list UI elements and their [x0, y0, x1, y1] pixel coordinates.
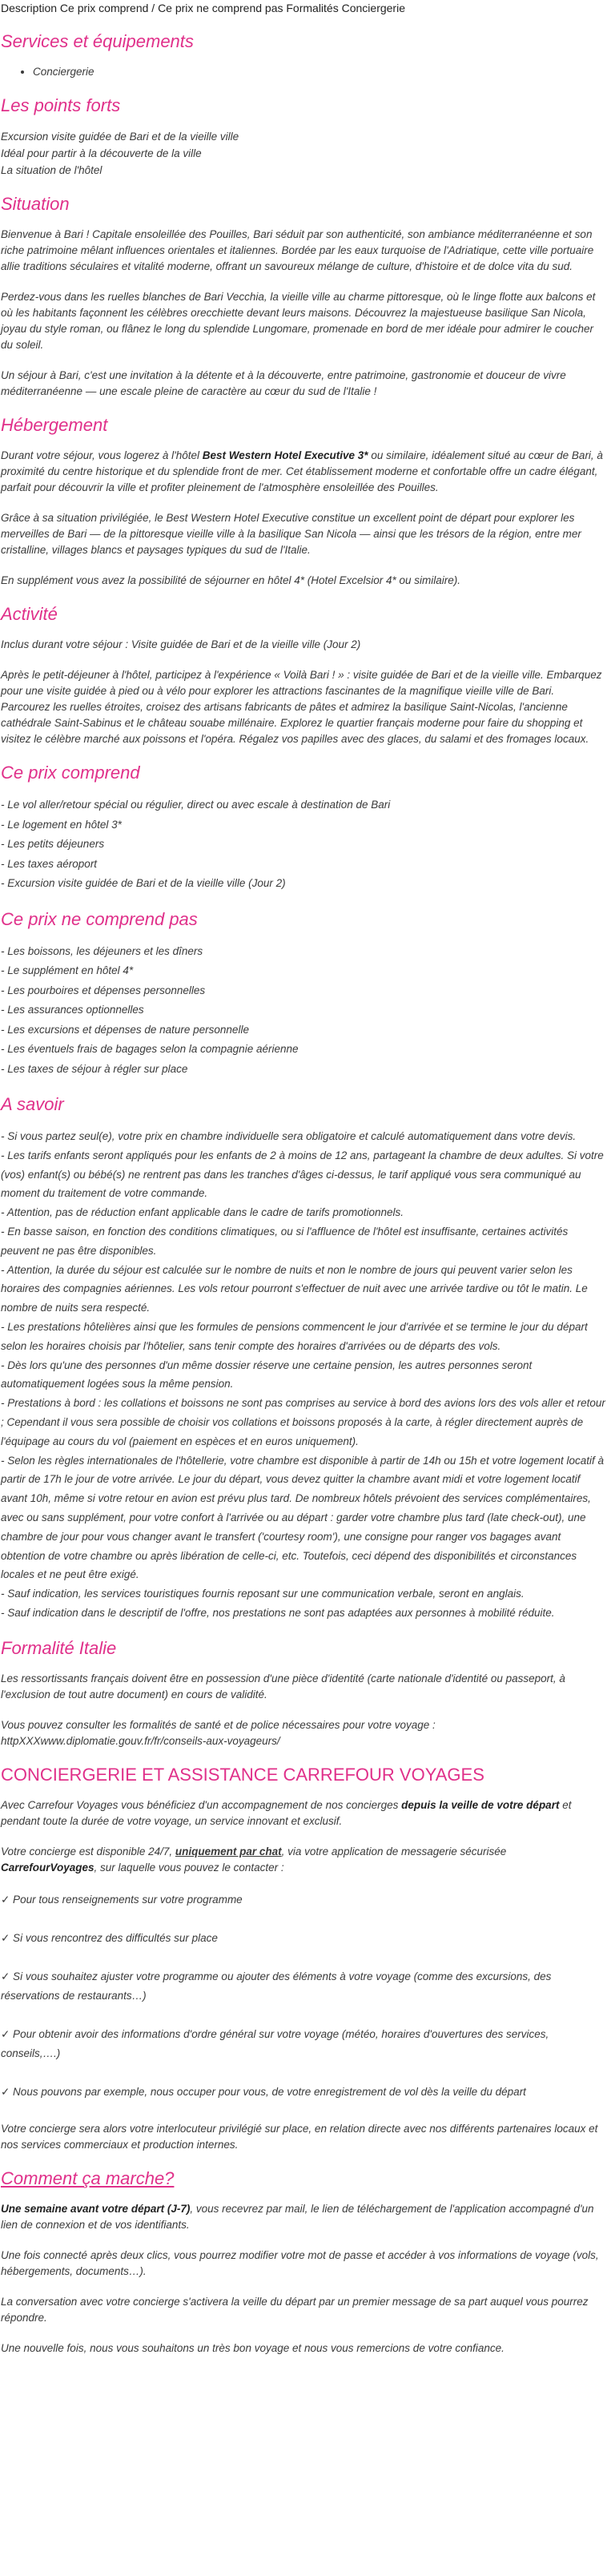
paragraph: Inclus durant votre séjour : Visite guidée de Bari et de la vieille ville (Jour 2)	[1, 638, 361, 650]
list-item: Excursion visite guidée de Bari et de la vieille ville	[1, 131, 239, 143]
paragraph: Votre concierge est disponible 24/7, uniquement par chat, via votre application de messagerie sécurisée CarrefourVoyages, sur laquelle vous pouvez le contacter :	[1, 1845, 507, 1874]
tabs-line: Description Ce prix comprend / Ce prix ne comprend pas Formalités Conciergerie	[1, 2, 405, 14]
section-title-ne-comprend: Ce prix ne comprend pas	[1, 908, 198, 929]
paragraph: Les ressortissants français doivent être en possession d'une pièce d'identité (carte nationale d'identité ou passeport, à l'exclusion de tout autre document) en cours de validité.	[1, 1672, 565, 1701]
list-item: - En basse saison, en fonction des conditions climatiques, ou si l'affluence de l'hôtel est insuffisante, certaines activités peuvent ne pas être disponibles.	[1, 1225, 569, 1257]
list-item: - Les petits déjeuners	[1, 838, 105, 850]
points-forts-list	[1, 128, 605, 179]
list-item: - Selon les règles internationales de l'hôtellerie, votre chambre est disponible à partir de 14h ou 15h et votre logement locatif à partir de 17h le jour de votre arrivée. Le jour du départ, vous devez quitter la chambre avant midi et votre logement locatif avant 10h, même si votre retour en avion est prévu plus tard. De nombreux hôtels prévoient des services complémentaires, avec ou sans supplément, pour votre confort à l'arrivée ou au départ : garder votre chambre plus tard (late check-out), une chambre de jour pour vous changer avant le transfert ('courtesy room'), une consigne pour ranger vos bagages avant obtention de votre chambre ou après libération de celle-ci, etc. Toutefois, ceci dépend des disponibilités et circonstances locales et ne peut être exigé.	[1, 1454, 605, 1581]
section-title-hebergement: Hébergement	[1, 415, 108, 435]
paragraph: Bienvenue à Bari ! Capitale ensoleillée des Pouilles, Bari séduit par son authenticité, son ambiance méditerranéenne et son riche patrimoine mêlant influences orientales et italiennes. Bordée par les eaux turquoise de l'Adriatique, cette ville portuaire allie traditions séculaires et vitalité moderne, offrant un savoureux mélange de culture, d'histoire et de dolce vita du sud.	[1, 228, 594, 272]
paragraph: Vous pouvez consulter les formalités de santé et de police nécessaires pour votre voyage : httpXXXwww.diplomatie.gouv.fr/fr/conseils-aux-voyageurs/	[1, 1718, 436, 1747]
chat-link[interactable]: uniquement par chat	[175, 1845, 282, 1858]
list-item: - Le vol aller/retour spécial ou régulier, direct ou avec escale à destination de Bari	[1, 799, 391, 811]
list-item: - Les taxes aéroport	[1, 857, 98, 870]
list-item: - Les assurances optionnelles	[1, 1004, 144, 1016]
check-item: ✓ Nous pouvons par exemple, nous occuper pour vous, de votre enregistrement de vol dès la veille du départ	[1, 2085, 526, 2098]
list-item: - Le logement en hôtel 3*	[1, 818, 122, 831]
paragraph: Un séjour à Bari, c'est une invitation à la détente et à la découverte, entre patrimoine, gastronomie et douceur de vivre méditerranéenne — une escale pleine de caractère au cœur du sud de l'Italie !	[1, 369, 566, 397]
section-title-comprend: Ce prix comprend	[1, 763, 140, 783]
list-item: - Les taxes de séjour à régler sur place	[1, 1062, 188, 1075]
list-item: - Les pourboires et dépenses personnelles	[1, 984, 206, 996]
check-item: ✓ Si vous souhaitez ajuster votre programme ou ajouter des éléments à votre voyage (comme des excursions, des réservations de restaurants…)	[1, 1970, 552, 2002]
paragraph: Après le petit-déjeuner à l'hôtel, participez à l'expérience « Voilà Bari ! » : visite guidée de Bari et de la vieille ville. Embarquez pour une visite guidée à pied ou à vélo pour explorer les attractions fascinantes de la magnifique vieille ville de Bari. Parcourez les ruelles étroites, croisez des artisans fabricants de pâtes et admirez la basilique Saint-Nicolas, l'ancienne cathédrale Saint-Sabinus et le château souabe millénaire. Explorez le quartier français moderne pour faire du shopping et visitez le célèbre marché aux poissons et l'opéra. Régalez vos papilles avec des glaces, du salami et des fromages locaux.	[1, 669, 602, 745]
section-title-situation: Situation	[1, 194, 70, 214]
hotel-name: Best Western Hotel Executive 3*	[202, 449, 368, 461]
section-title-formalite: Formalité Italie	[1, 1637, 117, 1658]
paragraph: En supplément vous avez la possibilité de séjourner en hôtel 4* (Hotel Excelsior 4* ou similaire).	[1, 574, 461, 586]
paragraph: Une nouvelle fois, nous vous souhaitons un très bon voyage et nous vous remercions de votre confiance.	[1, 2341, 504, 2354]
section-title-comment: Comment ça marche?	[1, 2167, 175, 2188]
a-savoir-list	[1, 1127, 605, 1623]
list-item: - Sauf indication, les services touristiques fournis reposant sur une communication verbale, seront en anglais.	[1, 1588, 525, 1600]
check-item: ✓ Pour obtenir avoir des informations d'ordre général sur votre voyage (météo, horaires d'ouvertures des services, conseils,….)	[1, 2027, 549, 2059]
list-item: - Les éventuels frais de bagages selon la compagnie aérienne	[1, 1043, 299, 1055]
section-title-activite: Activité	[1, 604, 58, 624]
paragraph: Durant votre séjour, vous logerez à l'hôtel Best Western Hotel Executive 3* ou similaire, idéalement situé au cœur de Bari, à proximité du centre historique et du splendide front de mer. Cet établissement moderne et confortable offre un cadre élégant, parfait pour découvrir la ville et profiter pleinement de l'atmosphère ensoleillée des Pouilles.	[1, 449, 603, 493]
list-item: - Excursion visite guidée de Bari et de la vieille ville (Jour 2)	[1, 877, 286, 889]
list-item: - Attention, la durée du séjour est calculée sur le nombre de nuits et non le nombre de jours qui peuvent varier selon les horaires des compagnies aériennes. Les vols retour pourront s'effectuer de nuit avec une arrivée tardive ou tôt le matin. Le nombre de nuits sera respecté.	[1, 1263, 588, 1314]
check-item: ✓ Si vous rencontrez des difficultés sur place	[1, 1931, 218, 1944]
paragraph: Votre concierge sera alors votre interlocuteur privilégié sur place, en relation directe avec nos différents partenaires locaux et nos services commerciaux et production internes.	[1, 2122, 598, 2151]
list-item: - Attention, pas de réduction enfant applicable dans le cadre de tarifs promotionnels.	[1, 1206, 404, 1219]
list-item: - Les excursions et dépenses de nature personnelle	[1, 1023, 249, 1036]
list-item: Idéal pour partir à la découverte de la ville	[1, 147, 202, 159]
list-item: - Dès lors qu'une des personnes d'un même dossier réserve une certaine pension, les autres personnes seront automatiquement logées sous la même pension.	[1, 1358, 533, 1391]
list-item: - Les tarifs enfants seront appliqués pour les enfants de 2 à moins de 12 ans, partageant la chambre de deux adultes. Si votre (vos) enfant(s) ou bébé(s) ne rentrent pas dans les tranches d'âges ci-dessus, le tarif appliqué vous sera communiqué au moment du traitement de votre commande.	[1, 1149, 604, 1200]
list-item: • Conciergerie	[33, 64, 605, 80]
list-item: - Les boissons, les déjeuners et les dîners	[1, 944, 203, 957]
paragraph: Une semaine avant votre départ (J-7), vous recevrez par mail, le lien de téléchargement de l'application accompagné d'un lien de connexion et de vos identifiants.	[1, 2202, 594, 2231]
list-item: La situation de l'hôtel	[1, 164, 103, 176]
list-item: - Le supplément en hôtel 4*	[1, 964, 134, 976]
list-item: - Les prestations hôtelières ainsi que les formules de pensions commencent le jour d'arrivée et se termine le jour du départ selon les horaires choisis par l'hôtelier, sans tenir compte des horaires d'arrivées ou de départs des vols.	[1, 1320, 588, 1352]
paragraph: Une fois connecté après deux clics, vous pourrez modifier votre mot de passe et accéder à vos informations de voyage (vols, hébergements, documents…).	[1, 2248, 599, 2277]
check-item: ✓ Pour tous renseignements sur votre programme	[1, 1893, 243, 1906]
section-title-conciergerie: CONCIERGERIE ET ASSISTANCE CARREFOUR VOYAGES	[1, 1764, 484, 1785]
paragraph: Grâce à sa situation privilégiée, le Best Western Hotel Executive constitue un excellent point de départ pour explorer les merveilles de Bari — de la pittoresque vieille ville à la basilique San Nicola — ainsi que les trésors de la région, entre mer cristalline, villages blancs et paysages typiques du sud de l'Italie.	[1, 512, 581, 556]
paragraph: La conversation avec votre concierge s'activera la veille du départ par un premier message de sa part auquel vous pourrez répondre.	[1, 2295, 589, 2324]
paragraph: Avec Carrefour Voyages vous bénéficiez d'un accompagnement de nos concierges depuis la veille de votre départ et pendant toute la durée de votre voyage, un service innovant et exclusif.	[1, 1798, 572, 1827]
section-title-a-savoir: A savoir	[1, 1094, 64, 1114]
section-title-points-forts: Les points forts	[1, 95, 121, 115]
services-list	[1, 64, 605, 80]
list-item: - Prestations à bord : les collations et boissons ne sont pas comprises au service à bord des avions lors des vols aller et retour ; Cependant il vous sera possible de choisir vos collations et boissons proposés à la carte, à régler directement auprès de l'équipage au cours du vol (paiement en espèces et en euros uniquement).	[1, 1397, 605, 1447]
list-item: - Si vous partez seul(e), votre prix en chambre individuelle sera obligatoire et calculé automatiquement dans votre devis.	[1, 1130, 577, 1142]
list-item: - Sauf indication dans le descriptif de l'offre, nos prestations ne sont pas adaptées aux personnes à mobilité réduite.	[1, 1606, 555, 1619]
comprend-list	[1, 795, 605, 894]
section-title-services: Services et équipements	[1, 31, 194, 51]
ne-comprend-list	[1, 942, 605, 1080]
paragraph: Perdez-vous dans les ruelles blanches de Bari Vecchia, la vieille ville au charme pittoresque, où le linge flotte aux balcons et où les habitants façonnent les célèbres orecchiette devant leurs maisons. Découvrez la majestueuse basilique San Nicola, joyau du style roman, ou flânez le long du splendide Lungomare, promenade en bord de mer idéale pour admirer le coucher du soleil.	[1, 291, 596, 351]
